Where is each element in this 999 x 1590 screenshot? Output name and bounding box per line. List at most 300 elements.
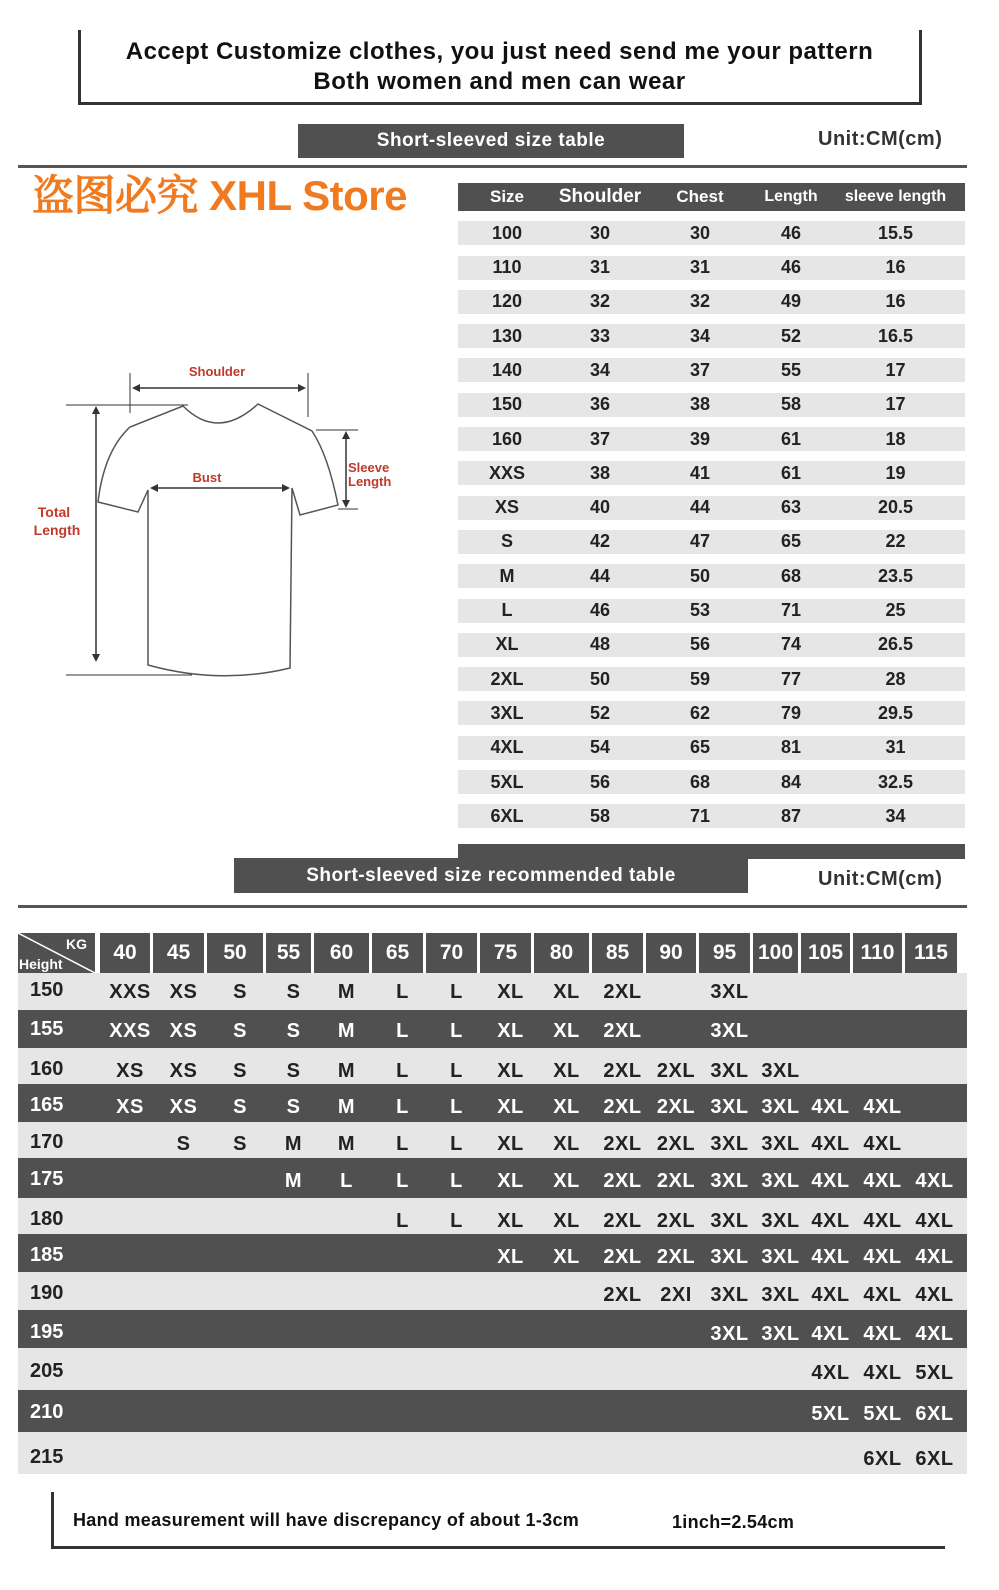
size-recommendation-cell: S (176, 1133, 191, 1155)
length-arrowhead-top (92, 406, 100, 414)
col-sleeve-header: sleeve length (844, 188, 947, 205)
height-label: Height (19, 956, 63, 972)
tshirt-outline (98, 404, 338, 676)
size-recommendation-cell: 2XL (656, 1133, 696, 1155)
tshirt-diagram (20, 355, 420, 685)
cell-chest: 38 (689, 394, 711, 415)
size-recommendation-cell: 2XL (603, 1020, 642, 1042)
cell-size: XXS (488, 462, 526, 483)
kg-header-cell: 70 (426, 933, 480, 973)
total-length-label-2: Length (33, 522, 81, 538)
size-recommendation-cell: M (337, 1096, 356, 1118)
size-recommendation-cell: S (286, 1020, 301, 1042)
cell-sleeve: 16.5 (877, 325, 914, 346)
size-recommendation-cell: S (233, 1020, 247, 1042)
rec-table-row (18, 973, 967, 1010)
size-recommendation-cell: 4XL (811, 1362, 850, 1384)
height-cell: 190 (30, 1282, 64, 1304)
cell-sleeve: 18 (885, 428, 906, 449)
size-recommendation-cell: 2XL (656, 1210, 696, 1232)
height-cell: 210 (30, 1401, 64, 1423)
size-recommendation-cell: XL (497, 1020, 524, 1042)
size-recommendation-cell: 3XL (710, 1246, 749, 1268)
cell-shoulder: 42 (589, 531, 611, 552)
size-table-row (458, 221, 965, 245)
size-recommendation-cell: S (233, 1060, 247, 1082)
cell-size: L (501, 600, 513, 621)
cell-sleeve: 34 (885, 805, 906, 826)
rec-table-unit: Unit:CM(cm) (818, 868, 943, 890)
rec-table-row (18, 1048, 967, 1084)
size-recommendation-cell: S (233, 1133, 247, 1155)
bust-label: Bust (192, 470, 222, 485)
size-recommendation-cell: XL (553, 1020, 580, 1042)
cell-size: 4XL (490, 737, 524, 758)
cell-sleeve: 32.5 (877, 771, 914, 792)
size-recommendation-cell: 3XL (761, 1323, 800, 1345)
size-recommendation-cell: 3XL (761, 1246, 800, 1268)
kg-header-cell: 40 (100, 933, 153, 973)
sleeve-label-2: Length (348, 474, 392, 489)
cell-length: 77 (780, 668, 802, 689)
cell-length: 58 (780, 394, 802, 415)
size-recommendation-cell: 4XL (811, 1323, 850, 1345)
rec-table-row (18, 1084, 967, 1122)
cell-shoulder: 56 (589, 771, 611, 792)
size-table-row (458, 701, 965, 725)
size-recommendation-cell: S (233, 981, 247, 1003)
size-recommendation-cell: 4XL (915, 1210, 954, 1232)
cell-shoulder: 46 (589, 600, 611, 621)
cell-chest: 31 (689, 257, 711, 278)
rec-table-header (18, 933, 957, 973)
size-recommendation-cell: 4XL (863, 1170, 902, 1192)
cell-chest: 39 (689, 428, 711, 449)
cell-sleeve: 23.5 (877, 565, 914, 586)
cell-sleeve: 16 (885, 291, 906, 312)
inch-conversion: 1inch=2.54cm (672, 1512, 795, 1532)
kg-header-cell: 55 (266, 933, 314, 973)
size-recommendation-cell: S (233, 1096, 247, 1118)
rec-table-row (18, 1310, 967, 1348)
cell-sleeve: 17 (885, 359, 906, 380)
cell-size: XL (495, 634, 519, 655)
cell-chest: 56 (689, 634, 711, 655)
size-recommendation-cell: 2XL (603, 1284, 642, 1306)
total-length-label-1: Total (37, 504, 71, 520)
size-recommendation-cell: 5XL (915, 1362, 954, 1384)
size-table-row (458, 804, 965, 828)
size-recommendation-cell: XL (497, 1210, 524, 1232)
header-line-1: Accept Customize clothes, you just need send me your pattern (125, 38, 874, 65)
size-table-row (458, 599, 965, 623)
header-line-2: Both women and men can wear (313, 68, 686, 95)
cell-shoulder: 36 (589, 394, 611, 415)
cell-sleeve: 17 (885, 394, 906, 415)
size-recommendation-cell: L (450, 1210, 463, 1232)
cell-size: 160 (491, 428, 523, 449)
size-table-row (458, 770, 965, 794)
kg-header-cell: 45 (153, 933, 207, 973)
size-recommendation-cell: 5XL (811, 1403, 850, 1425)
size-table-row (458, 324, 965, 348)
shoulder-arrowhead-left (132, 384, 140, 392)
size-recommendation-cell: 4XL (863, 1096, 902, 1118)
size-recommendation-cell: 2XL (656, 1170, 696, 1192)
size-recommendation-cell: XL (553, 1210, 580, 1232)
rec-table-row (18, 1390, 967, 1432)
cell-chest: 62 (689, 702, 711, 723)
cell-shoulder: 37 (589, 428, 611, 449)
size-recommendation-cell: 3XL (761, 1060, 800, 1082)
size-table-row (458, 461, 965, 485)
height-cell: 195 (30, 1321, 64, 1343)
size-recommendation-cell: 3XL (710, 1133, 749, 1155)
cell-chest: 30 (689, 222, 711, 243)
kg-header-cell: 105 (801, 933, 853, 973)
divider (18, 905, 967, 908)
size-recommendation-cell: L (396, 1133, 409, 1155)
size-recommendation-cell: XS (169, 1060, 198, 1082)
height-cell: 215 (30, 1446, 64, 1468)
height-cell: 175 (30, 1168, 64, 1190)
size-recommendation-cell: XL (497, 1096, 524, 1118)
size-recommendation-cell: 5XL (863, 1403, 902, 1425)
rec-table-row (18, 1122, 967, 1158)
height-cell: 155 (30, 1018, 64, 1040)
cell-chest: 41 (689, 462, 711, 483)
size-recommendation-cell: XL (553, 1170, 580, 1192)
kg-header-cell: 65 (372, 933, 426, 973)
cell-length: 79 (780, 702, 802, 723)
cell-size: XS (494, 497, 519, 518)
cell-size: 130 (491, 325, 523, 346)
shoulder-arrowhead-right (298, 384, 306, 392)
cell-chest: 65 (689, 737, 711, 758)
cell-length: 81 (780, 737, 802, 758)
cell-sleeve: 20.5 (877, 497, 914, 518)
size-recommendation-cell: 2XL (603, 1133, 642, 1155)
rec-table-row (18, 1198, 967, 1234)
cell-size: 140 (491, 359, 523, 380)
cell-length: 74 (780, 634, 802, 655)
size-recommendation-cell: 3XL (761, 1170, 800, 1192)
store-watermark: 盗图必究 XHL Store (32, 172, 407, 219)
cell-length: 87 (780, 805, 802, 826)
size-recommendation-cell: S (286, 1060, 301, 1082)
size-recommendation-cell: L (450, 1133, 463, 1155)
size-recommendation-cell: 6XL (863, 1448, 902, 1470)
size-recommendation-cell: 2XL (603, 981, 642, 1003)
size-table-row (458, 564, 965, 588)
cell-length: 61 (780, 462, 802, 483)
size-recommendation-cell: 4XL (863, 1323, 902, 1345)
size-recommendation-cell: 4XL (863, 1362, 902, 1384)
cell-shoulder: 34 (589, 359, 611, 380)
size-recommendation-cell: 4XL (915, 1284, 954, 1306)
size-table (458, 183, 965, 859)
cell-size: 150 (491, 394, 523, 415)
kg-header-cell: 115 (905, 933, 957, 973)
sleeve-arrowhead-bottom (342, 500, 350, 508)
height-cell: 160 (30, 1058, 64, 1080)
cell-length: 65 (780, 531, 802, 552)
size-recommendation-cell: XL (553, 1133, 580, 1155)
col-shoulder-header: Shoulder (558, 186, 642, 207)
size-recommendation-cell: 3XL (710, 1170, 749, 1192)
size-recommendation-cell: M (337, 1020, 356, 1042)
size-table-row (458, 358, 965, 382)
size-recommendation-cell: 4XL (863, 1133, 902, 1155)
cell-size: 3XL (490, 702, 524, 723)
shoulder-label: Shoulder (188, 364, 246, 379)
size-table-row (458, 496, 965, 520)
size-recommendation-cell: 2XL (603, 1210, 642, 1232)
size-recommendation-cell: 4XL (863, 1246, 902, 1268)
rec-table-row (18, 1272, 967, 1310)
height-cell: 180 (30, 1208, 64, 1230)
size-recommendation-cell: L (340, 1170, 353, 1192)
rec-table-row (18, 1432, 967, 1474)
size-recommendation-cell: 2XL (603, 1246, 642, 1268)
height-cell: 170 (30, 1131, 64, 1153)
size-recommendation-cell: XS (169, 981, 198, 1003)
cell-shoulder: 50 (589, 668, 611, 689)
cell-sleeve: 25 (885, 600, 906, 621)
size-recommendation-cell: XS (116, 1060, 144, 1082)
cell-length: 71 (780, 600, 802, 621)
size-recommendation-cell: 3XL (710, 1210, 749, 1232)
size-recommendation-cell: S (286, 981, 301, 1003)
size-recommendation-cell: M (284, 1133, 303, 1155)
size-recommendation-cell: 2XL (603, 1096, 642, 1118)
size-recommendation-cell: 4XL (863, 1284, 902, 1306)
cell-chest: 37 (689, 359, 711, 380)
kg-label: KG (66, 936, 87, 952)
size-recommendation-cell: 2XL (656, 1246, 696, 1268)
kg-header-cell: 50 (207, 933, 266, 973)
col-size-header: Size (489, 187, 525, 206)
col-length-header: Length (764, 188, 818, 205)
cell-size: 110 (492, 257, 522, 278)
size-table-row (458, 427, 965, 451)
cell-length: 46 (780, 257, 802, 278)
kg-header-cell: 95 (699, 933, 753, 973)
measurement-note: Hand measurement will have discrepancy of about 1-3cm (73, 1510, 580, 1530)
size-table-unit: Unit:CM(cm) (818, 128, 943, 150)
cell-chest: 53 (689, 600, 711, 621)
size-table-row (458, 290, 965, 314)
cell-shoulder: 38 (589, 462, 611, 483)
height-cell: 185 (30, 1244, 64, 1266)
size-recommendation-cell: L (396, 1210, 409, 1232)
size-recommendation-cell: M (337, 981, 356, 1003)
size-recommendation-cell: XL (497, 1170, 524, 1192)
cell-chest: 32 (689, 291, 711, 312)
size-recommendation-cell: 3XL (710, 1060, 749, 1082)
size-recommendation-cell: XL (553, 1246, 580, 1268)
size-recommendation-cell: M (337, 1060, 356, 1082)
cell-length: 68 (780, 565, 802, 586)
size-recommendation-cell: XL (553, 981, 580, 1003)
cell-size: 5XL (490, 771, 524, 792)
cell-shoulder: 54 (589, 737, 611, 758)
cell-sleeve: 22 (885, 531, 906, 552)
size-recommendation-cell: L (396, 981, 409, 1003)
cell-size: 120 (491, 291, 523, 312)
size-recommendation-cell: L (396, 1170, 409, 1192)
height-cell: 205 (30, 1360, 64, 1382)
cell-chest: 68 (689, 771, 711, 792)
kg-header-cell: 90 (646, 933, 699, 973)
size-recommendation-cell: XL (497, 1133, 524, 1155)
size-recommendation-cell: 6XL (915, 1448, 954, 1470)
cell-shoulder: 31 (589, 257, 611, 278)
size-recommendation-cell: XXS (109, 981, 151, 1003)
size-table-row (458, 633, 965, 657)
size-recommendation-cell: 6XL (915, 1403, 954, 1425)
size-recommendation-cell: 4XL (863, 1210, 902, 1232)
cell-shoulder: 40 (589, 497, 611, 518)
size-table-banner: Short-sleeved size table (298, 124, 684, 158)
size-recommendation-cell: S (286, 1096, 301, 1118)
cell-length: 46 (780, 222, 802, 243)
cell-size: M (499, 565, 515, 586)
size-recommendation-cell: 3XL (710, 1284, 749, 1306)
size-recommendation-cell: XL (553, 1060, 580, 1082)
kg-header-cell: 85 (592, 933, 646, 973)
size-recommendation-cell: XL (497, 1060, 524, 1082)
size-table-row (458, 256, 965, 280)
size-recommendation-cell: 4XL (811, 1133, 850, 1155)
cell-length: 49 (780, 291, 802, 312)
size-recommendation-cell: 3XL (761, 1210, 800, 1232)
size-recommendation-cell: L (450, 1060, 463, 1082)
height-cell: 150 (30, 979, 64, 1001)
cell-sleeve: 29.5 (877, 702, 914, 723)
size-recommendation-cell: 3XL (761, 1096, 800, 1118)
size-table-row (458, 393, 965, 417)
corner-cell (18, 933, 100, 973)
size-recommendation-cell: L (396, 1020, 409, 1042)
cell-chest: 71 (689, 805, 711, 826)
size-recommendation-cell: 4XL (811, 1210, 850, 1232)
kg-header-cell: 80 (534, 933, 592, 973)
cell-chest: 47 (689, 531, 711, 552)
size-recommendation-cell: 2XL (656, 1096, 696, 1118)
size-recommendation-cell: 4XL (811, 1170, 850, 1192)
height-cell: 165 (30, 1094, 64, 1116)
bust-arrowhead-right (282, 484, 290, 492)
size-recommendation-cell: 3XL (710, 1020, 749, 1042)
size-recommendation-cell: L (450, 981, 463, 1003)
size-recommendation-cell: 4XL (915, 1170, 954, 1192)
cell-length: 63 (780, 497, 802, 518)
cell-size: 2XL (490, 668, 524, 689)
size-table-row (458, 530, 965, 554)
cell-shoulder: 58 (589, 805, 611, 826)
rec-table-row (18, 1158, 967, 1198)
size-recommendation-cell: 2XL (603, 1060, 642, 1082)
cell-sleeve: 15.5 (877, 222, 914, 243)
size-recommendation-cell: 3XL (710, 1323, 749, 1345)
cell-size: 100 (491, 222, 523, 243)
col-chest-header: Chest (676, 187, 724, 206)
cell-shoulder: 44 (589, 565, 611, 586)
cell-size: 6XL (490, 805, 524, 826)
size-recommendation-cell: 4XL (811, 1246, 850, 1268)
size-recommendation-cell: 2XI (660, 1284, 692, 1306)
rec-table-row (18, 1234, 967, 1272)
size-recommendation-cell: L (450, 1020, 463, 1042)
cell-sleeve: 31 (885, 737, 906, 758)
bust-arrowhead-left (150, 484, 158, 492)
size-table-row (458, 667, 965, 691)
size-recommendation-cell: XXS (109, 1020, 151, 1042)
cell-sleeve: 26.5 (877, 634, 914, 655)
size-recommendation-cell: 4XL (915, 1246, 954, 1268)
rec-table-row (18, 1010, 967, 1048)
kg-header-cell: 100 (753, 933, 801, 973)
cell-shoulder: 33 (589, 325, 611, 346)
size-table-header (458, 183, 965, 211)
rec-table-row (18, 1348, 967, 1390)
kg-header-cell: 110 (853, 933, 905, 973)
size-recommendation-cell: L (396, 1096, 409, 1118)
size-recommendation-cell: 3XL (710, 981, 749, 1003)
cell-shoulder: 30 (589, 222, 611, 243)
size-recommendation-cell: 3XL (761, 1133, 800, 1155)
size-recommendation-cell: 2XL (603, 1170, 642, 1192)
size-recommendation-cell: 4XL (811, 1284, 850, 1306)
cell-length: 84 (780, 771, 802, 792)
size-recommendation-cell: L (396, 1060, 409, 1082)
cell-chest: 59 (689, 668, 711, 689)
cell-length: 61 (780, 428, 802, 449)
size-recommendation-cell: XS (116, 1096, 144, 1118)
size-recommendation-cell: 4XL (811, 1096, 850, 1118)
cell-size: S (500, 531, 513, 552)
rec-table-banner: Short-sleeved size recommended table (234, 858, 748, 893)
size-table-row (458, 736, 965, 760)
size-recommendation-cell: XS (169, 1096, 198, 1118)
sleeve-arrowhead-top (342, 431, 350, 439)
size-recommendation-cell: M (337, 1133, 356, 1155)
cell-shoulder: 32 (589, 291, 611, 312)
size-recommendation-cell: 2XL (656, 1060, 696, 1082)
size-recommendation-cell: XL (497, 981, 524, 1003)
size-recommendation-cell: M (284, 1170, 303, 1192)
cell-chest: 44 (689, 497, 711, 518)
cell-sleeve: 28 (885, 668, 906, 689)
cell-shoulder: 48 (589, 634, 611, 655)
size-recommendation-cell: L (450, 1170, 463, 1192)
cell-sleeve: 16 (885, 257, 906, 278)
cell-sleeve: 19 (885, 462, 906, 483)
size-recommendation-cell: XL (497, 1246, 524, 1268)
cell-chest: 50 (689, 565, 711, 586)
sleeve-label-1: Sleeve (348, 460, 390, 475)
cell-chest: 34 (689, 325, 711, 346)
size-recommendation-cell: L (450, 1096, 463, 1118)
kg-header-cell: 75 (480, 933, 534, 973)
size-recommendation-cell: 3XL (710, 1096, 749, 1118)
cell-length: 52 (780, 325, 802, 346)
length-arrowhead-bottom (92, 654, 100, 662)
size-recommendation-cell: 4XL (915, 1323, 954, 1345)
size-recommendation-cell: XL (553, 1096, 580, 1118)
size-recommendation-cell: 3XL (761, 1284, 800, 1306)
